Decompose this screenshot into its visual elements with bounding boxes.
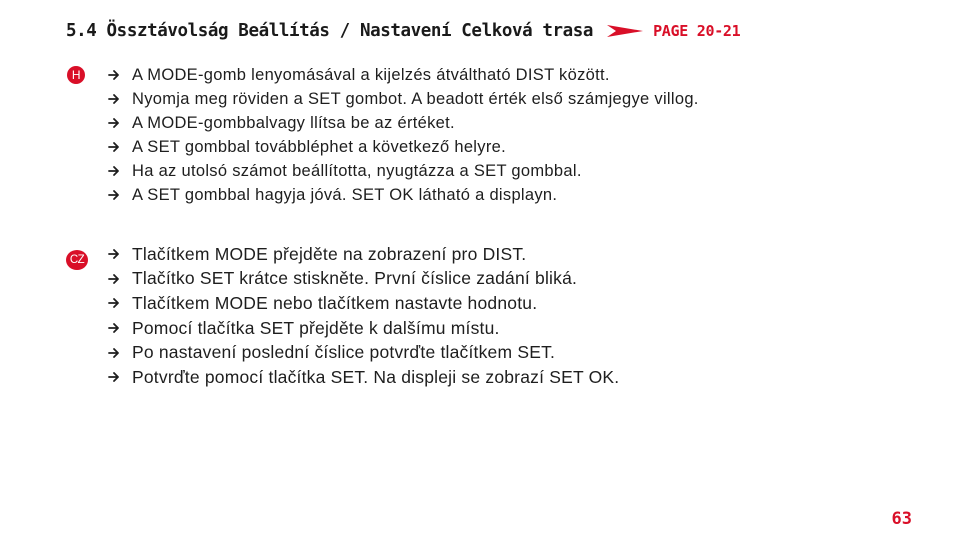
list-item: Ha az utolsó számot beállította, nyugtázza a SET gombbal. <box>108 159 699 183</box>
arrow-right-icon <box>108 371 120 383</box>
arrow-right-icon <box>108 189 120 201</box>
list-item: Tlačítkem MODE nebo tlačítkem nastavte hodnotu. <box>108 291 619 316</box>
instruction-list-cz <box>108 242 619 390</box>
list-item: A MODE-gombbalvagy llítsa be az értéket. <box>108 111 699 135</box>
list-item: A SET gombbal továbbléphet a következő helyre. <box>108 135 699 159</box>
arrow-right-icon <box>108 322 120 334</box>
arrow-right-icon <box>108 117 120 129</box>
list-item: Nyomja meg röviden a SET gombot. A beadott érték első számjegye villog. <box>108 87 699 111</box>
arrow-right-icon <box>108 347 120 359</box>
arrow-right-icon <box>108 248 120 260</box>
arrow-right-icon <box>108 69 120 81</box>
arrow-right-icon <box>108 141 120 153</box>
language-badge-hu: H <box>67 66 85 84</box>
list-item: A SET gombbal hagyja jóvá. SET OK látható a displayn. <box>108 183 699 207</box>
list-item: Pomocí tlačítka SET přejděte k dalšímu místu. <box>108 316 619 341</box>
list-item: A MODE-gomb lenyomásával a kijelzés átváltható DIST között. <box>108 63 699 87</box>
page-reference: PAGE 20-21 <box>653 22 741 40</box>
list-item: Tlačítkem MODE přejděte na zobrazení pro DIST. <box>108 242 619 267</box>
arrow-right-icon <box>108 93 120 105</box>
pointer-arrow-icon <box>607 23 643 39</box>
instruction-list-hu <box>108 63 699 207</box>
section-header <box>66 21 740 41</box>
page-number: 63 <box>891 509 912 529</box>
language-badge-cz: CZ <box>66 250 88 270</box>
section-title: 5.4 Össztávolság Beállítás / Nastavení Celková trasa <box>66 21 594 41</box>
arrow-right-icon <box>108 273 120 285</box>
list-item: Potvrďte pomocí tlačítka SET. Na displeji se zobrazí SET OK. <box>108 365 619 390</box>
list-item: Tlačítko SET krátce stiskněte. První číslice zadání bliká. <box>108 267 619 292</box>
list-item: Po nastavení poslední číslice potvrďte tlačítkem SET. <box>108 340 619 365</box>
arrow-right-icon <box>108 297 120 309</box>
arrow-right-icon <box>108 165 120 177</box>
